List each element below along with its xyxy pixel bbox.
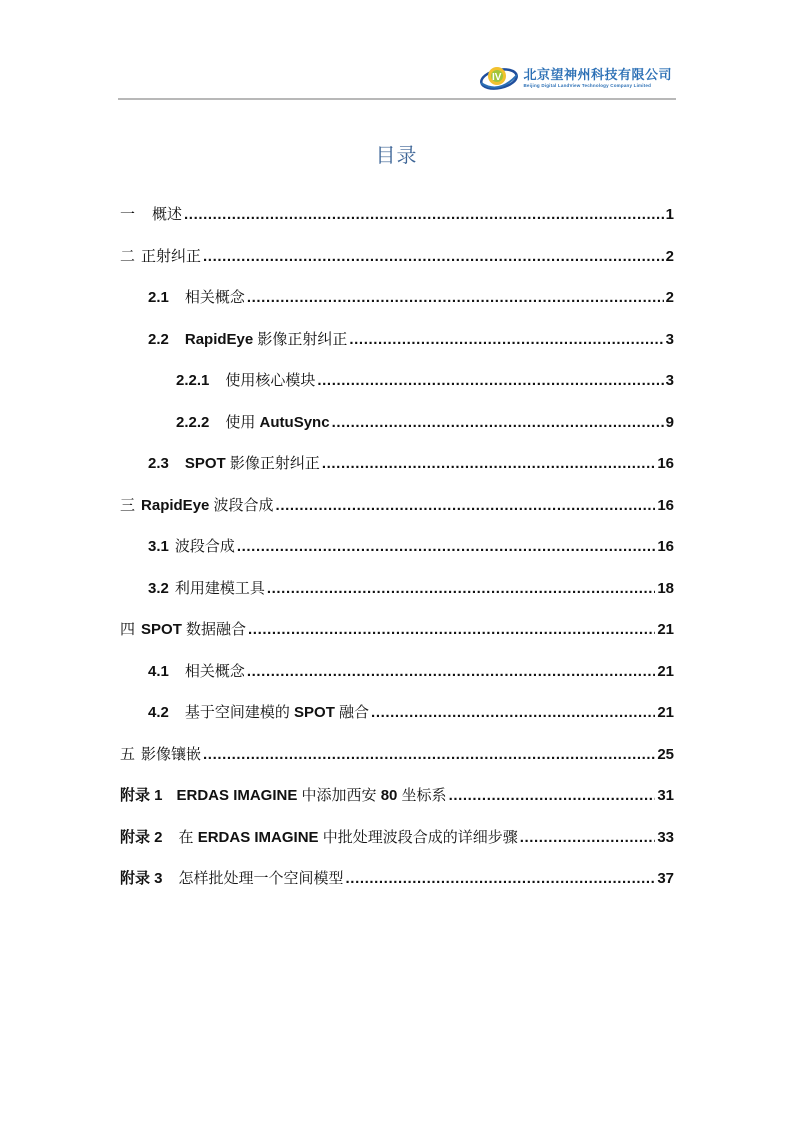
toc-entry[interactable] [120,576,674,602]
toc-leader-dots [371,700,655,726]
toc-entry-label: 相关概念 [184,662,245,680]
toc-entry-number: 一 [120,206,136,223]
toc-entry-number: 2.3 [148,455,169,472]
toc-entry[interactable] [120,285,674,311]
toc-entry-number: 2.2.1 [176,372,210,389]
toc-entry-label: RapidEye 波段合成 [141,496,274,514]
toc-leader-dots [317,368,663,394]
toc-entry-page: 21 [657,704,674,721]
toc-entry-page: 18 [657,579,674,597]
toc-entry-label: 正射纠正 [141,247,202,265]
toc-entry-page: 3 [665,330,674,348]
toc-entry-label: 利用建模工具 [174,579,265,597]
toc-entry-label: SPOT 数据融合 [141,621,247,638]
toc-entry-page: 3 [665,372,674,389]
toc-entry-number: 2.1 [148,289,169,306]
toc-entry[interactable] [120,659,674,685]
toc-entry-number: 附录 3 [120,870,163,887]
globe-orbit-logo-icon [479,61,519,95]
toc-entry[interactable] [120,700,674,726]
company-name-en: Beijing Digital LandView Technology Company Limited [523,83,652,88]
toc-entry-label: 相关概念 [184,289,245,306]
toc-entry-page: 1 [665,206,674,223]
toc-leader-dots [203,742,655,768]
toc-entry-label: ERDAS IMAGINE 中添加西安 80 坐标系 [176,787,447,804]
toc-entry-label: 使用核心模块 [225,372,316,389]
header-divider [118,98,676,100]
toc-entry-number: 附录 1 [120,787,163,804]
toc-entry-number: 三 [120,496,136,514]
toc-leader-dots [237,534,655,560]
toc-entry-page: 21 [657,662,674,680]
toc-entry-label: 在 ERDAS IMAGINE 中批处理波段合成的详细步骤 [178,828,518,846]
toc-entry-label: 基于空间建模的 SPOT 融合 [184,704,370,721]
toc-entry-number: 四 [120,621,136,638]
toc-entry[interactable] [120,202,674,228]
toc-entry-page: 16 [657,538,674,555]
toc-entry-number: 2.2 [148,330,169,348]
toc-entry-page: 25 [657,745,674,763]
toc-entry-label: RapidEye 影像正射纠正 [184,330,348,348]
toc-entry-number: 4.1 [148,662,169,680]
toc-entry[interactable] [120,534,674,560]
toc-entry[interactable] [120,866,674,892]
toc-entry-page: 16 [657,455,674,472]
toc-entry-number: 2.2.2 [176,413,210,431]
toc-entry[interactable] [120,368,674,394]
toc-leader-dots [332,410,664,436]
toc-entry[interactable] [120,244,674,270]
toc-entry-page: 33 [657,828,674,846]
page-header [118,56,676,99]
toc-entry[interactable] [120,410,674,436]
toc-entry-page: 21 [657,621,674,638]
toc-entry-label: 波段合成 [174,538,235,555]
toc-entry-number: 二 [120,247,136,265]
toc-leader-dots [276,493,656,519]
toc-entry-label: 怎样批处理一个空间模型 [178,870,344,887]
toc-entry[interactable] [120,493,674,519]
toc-leader-dots [184,202,664,228]
toc-entry-number: 4.2 [148,704,169,721]
toc-entry-label: 概述 [152,206,183,223]
toc-entry-page: 2 [665,289,674,306]
toc-entry-number: 3.2 [148,579,169,597]
toc-entry-number: 五 [120,745,136,763]
toc-entry-number: 附录 2 [120,828,163,846]
toc-leader-dots [267,576,655,602]
toc-entry[interactable] [120,617,674,643]
toc-entry[interactable] [120,783,674,809]
toc-entry[interactable] [120,825,674,851]
page-title: 目录 [375,145,418,167]
company-name-cn: 北京望神州科技有限公司 [523,67,672,82]
toc-leader-dots [203,244,664,270]
toc-entry-label: 使用 AutuSync [225,413,330,431]
toc-leader-dots [248,617,655,643]
toc-leader-dots [247,285,664,311]
svg-text:IV: IV [492,72,502,83]
toc-entry-page: 16 [657,496,674,514]
toc-entry-page: 9 [665,413,674,431]
toc-entry-page: 31 [657,787,674,804]
toc-entry-label: 影像镶嵌 [141,745,202,763]
toc-entry[interactable] [120,327,674,353]
toc-leader-dots [349,327,663,353]
toc-entry[interactable] [120,451,674,477]
toc-entry-number: 3.1 [148,538,169,555]
toc-leader-dots [449,783,656,809]
toc-leader-dots [247,659,655,685]
toc-leader-dots [346,866,656,892]
toc-entry-label: SPOT 影像正射纠正 [184,455,320,472]
toc-leader-dots [322,451,655,477]
toc-leader-dots [520,825,656,851]
toc-entry-page: 37 [657,870,674,887]
toc-entry-page: 2 [665,247,674,265]
company-logo [479,60,672,96]
toc-entry[interactable] [120,742,674,768]
